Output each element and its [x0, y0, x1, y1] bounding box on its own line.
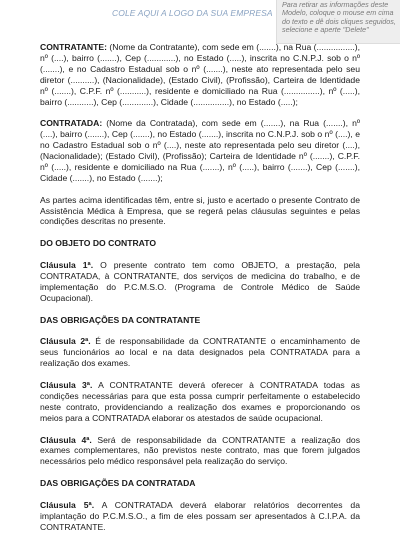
section-heading-obrigacoes-contratante: DAS OBRIGAÇÕES DA CONTRATANTE: [40, 314, 201, 325]
clause-4-text: Será de responsabilidade da CONTRATANTE a realização dos exames complementares, não previstos neste contrato, mas que forem julgados necessários pelo médico responsável pela realização do serviço.: [40, 434, 360, 467]
section-heading-objeto: DO OBJETO DO CONTRATO: [40, 238, 157, 249]
contratante-paragraph: [40, 42, 360, 107]
template-instruction-note: Para retirar as informações deste Modelo, coloque o mouse em cima do texto e dê dois cliques seguidos, selecione e aperte "Delete": [276, 0, 400, 44]
clause-3-label: Cláusula 3ª.: [40, 379, 93, 390]
clause-3: [40, 380, 360, 424]
contratada-label: CONTRATADA:: [40, 118, 103, 129]
contratada-paragraph: [40, 118, 360, 183]
section-heading-obrigacoes-contratada: DAS OBRIGAÇÕES DA CONTRATADA: [40, 478, 196, 489]
clause-5-text: A CONTRATADA deverá elaborar relatórios decorrentes da implantação do P.C.M.S.O., a fim de eles possam ser apresentados à C.I.P.A. da CONTRATANTE.: [40, 499, 360, 532]
contratada-text: (Nome da Contratada), com sede em (.......), na Rua (.......), nº (....), bairro (.......), Cep (.......), no Estado (.......), inscrita no C.N.P.J. sob o nº (....), e no Cadastro Estadual sob o nº (....), neste ato representada pelo seu diretor (....), (Nacionalidade); (Estado Civil), (Profissão); Carteira de Identidade nº (.......), C.P.F. nº (.....), residente e domiciliado na Rua (.......), nº (.....), bairro (.......), Cep (.......), Cidade (.......), no Estado (.......);: [40, 118, 360, 183]
clause-5-label: Cláusula 5ª.: [40, 499, 95, 510]
clause-1: [40, 260, 360, 304]
clause-1-label: Cláusula 1ª.: [40, 260, 94, 271]
clause-2: [40, 336, 360, 369]
contract-body: [40, 42, 360, 544]
clause-1-text: O presente contrato tem como OBJETO, a prestação, pela CONTRATADA, à CONTRATANTE, dos serviços de medicina do trabalho, e de implementação do P.C.M.S.O. (Programa de Controle Médico de Saúde Ocupacional).: [40, 260, 360, 303]
contratante-text: (Nome da Contratante), com sede em (.......), na Rua (................), nº (....), bairro (.......), Cep (............), no Estado (.....), inscrita no C.N.P.J. sob o nº (.......), e no Cadastro Estadual sob o nº (.......), neste ato representada pelo seu diretor (..........), (Nacionalidade), (Estado Civil), (Profissão), Carteira de Identidade nº (.......), C.P.F. nº (...........), residente e domiciliado na Rua (...............), nº (.....), bairro (...........), Cep (.............), Cidade (...............), no Estado (.....);: [40, 42, 360, 107]
clause-3-text: A CONTRATANTE deverá oferecer à CONTRATADA todas as condições necessárias para que esta possa cumprir perfeitamente o estabelecido neste contrato, providenciando a realização dos exames e proporcionando os meios para a CONTRATADA elaborar os atestados de saúde ocupacional.: [40, 379, 360, 423]
clause-2-text: É de responsabilidade da CONTRATANTE o encaminhamento de seus funcionários ao local e na data designados pela CONTRATADA para a realização dos exames.: [40, 336, 361, 369]
preamble-paragraph: As partes acima identificadas têm, entre si, justo e acertado o presente Contrato de Assistência Médica à Empresa, que se regerá pelas cláusulas seguintes e pelas condições descritas no presente.: [40, 194, 360, 227]
contratante-label: CONTRATANTE:: [40, 42, 107, 52]
logo-placeholder: COLE AQUI A LOGO DA SUA EMPRESA: [112, 8, 273, 18]
clause-4: [40, 435, 360, 468]
clause-4-label: Cláusula 4ª.: [40, 434, 92, 445]
clause-2-label: Cláusula 2ª.: [40, 336, 91, 347]
clause-5: [40, 500, 360, 533]
